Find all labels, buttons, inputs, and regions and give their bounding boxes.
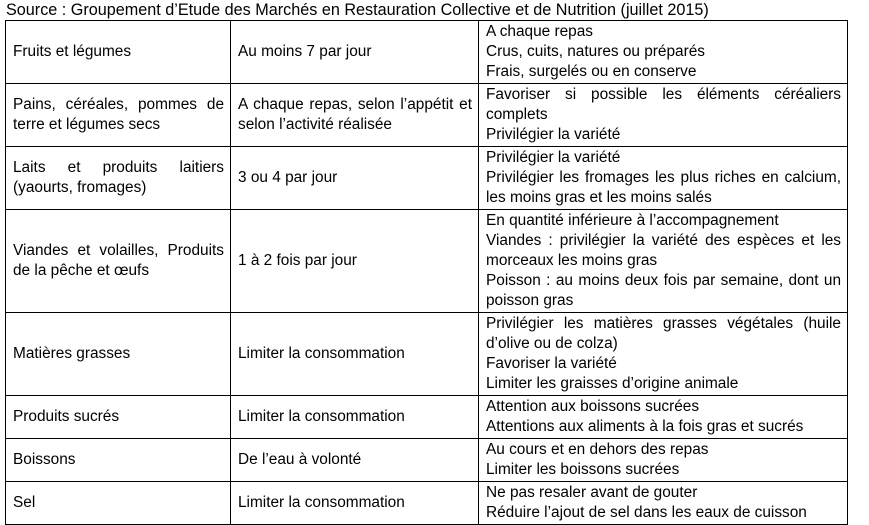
food-category-cell: Produits sucrés bbox=[6, 396, 231, 439]
frequency-cell: Limiter la consommation bbox=[231, 482, 479, 525]
recommendation-line: En quantité inférieure à l’accompagnement bbox=[486, 212, 779, 229]
frequency-cell: A chaque repas, selon l’appétit et selon l’activité réalisée bbox=[231, 84, 479, 147]
food-category-cell: Boissons bbox=[6, 439, 231, 482]
recommendation-line: Privilégier la variété bbox=[486, 126, 621, 143]
recommendation-line: Limiter les boissons sucrées bbox=[486, 461, 680, 478]
food-category-cell: Sel bbox=[6, 482, 231, 525]
recommendation-line: Crus, cuits, natures ou préparés bbox=[486, 43, 705, 60]
recommendation-line: Attention aux boissons sucrées bbox=[486, 398, 700, 415]
recommendation-line: Privilégier les matières grasses végétales (huile d’olive ou de colza) bbox=[486, 315, 841, 352]
recommendation-line: Privilégier les fromages les plus riches en calcium, les moins gras et les moins salés bbox=[486, 169, 841, 206]
table-row bbox=[6, 313, 848, 396]
table-row bbox=[6, 482, 848, 525]
food-category-cell: Matières grasses bbox=[6, 313, 231, 396]
recommendation-line: Privilégier la variété bbox=[486, 149, 621, 166]
recommendation-line: Au cours et en dehors des repas bbox=[486, 441, 709, 458]
recommendations-cell bbox=[479, 439, 848, 482]
recommendations-cell bbox=[479, 313, 848, 396]
nutrition-guidelines-table bbox=[5, 20, 848, 525]
recommendation-line: A chaque repas bbox=[486, 23, 593, 40]
recommendation-line: Favoriser si possible les éléments céréaliers complets bbox=[486, 86, 841, 123]
recommendations-cell bbox=[479, 482, 848, 525]
food-category-cell: Pains, céréales, pommes de terre et légumes secs bbox=[6, 84, 231, 147]
recommendation-line: Réduire l’ajout de sel dans les eaux de cuisson bbox=[486, 504, 807, 521]
table-row bbox=[6, 84, 848, 147]
recommendation-line: Ne pas resaler avant de gouter bbox=[486, 484, 698, 501]
recommendation-line: Viandes : privilégier la variété des espèces et les morceaux les moins gras bbox=[486, 232, 841, 269]
recommendation-line: Poisson : au moins deux fois par semaine, dont un poisson gras bbox=[486, 272, 841, 309]
food-category-cell: Viandes et volailles, Produits de la pêche et œufs bbox=[6, 210, 231, 313]
frequency-cell: 3 ou 4 par jour bbox=[231, 147, 479, 210]
recommendations-cell bbox=[479, 210, 848, 313]
table-row bbox=[6, 396, 848, 439]
food-category-cell: Laits et produits laitiers (yaourts, fromages) bbox=[6, 147, 231, 210]
table-row bbox=[6, 21, 848, 84]
recommendation-line: Limiter les graisses d’origine animale bbox=[486, 375, 739, 392]
frequency-cell: Au moins 7 par jour bbox=[231, 21, 479, 84]
recommendation-line: Attentions aux aliments à la fois gras et sucrés bbox=[486, 418, 804, 435]
table-row bbox=[6, 439, 848, 482]
source-caption: Source : Groupement d’Etude des Marchés en Restauration Collective et de Nutrition (juillet 2015) bbox=[6, 1, 709, 19]
recommendation-line: Frais, surgelés ou en conserve bbox=[486, 63, 697, 80]
recommendations-cell bbox=[479, 21, 848, 84]
frequency-cell: Limiter la consommation bbox=[231, 313, 479, 396]
recommendations-cell bbox=[479, 84, 848, 147]
frequency-cell: 1 à 2 fois par jour bbox=[231, 210, 479, 313]
recommendations-cell bbox=[479, 147, 848, 210]
recommendations-cell bbox=[479, 396, 848, 439]
frequency-cell: De l’eau à volonté bbox=[231, 439, 479, 482]
recommendation-line: Favoriser la variété bbox=[486, 355, 617, 372]
frequency-cell: Limiter la consommation bbox=[231, 396, 479, 439]
food-category-cell: Fruits et légumes bbox=[6, 21, 231, 84]
table-row bbox=[6, 147, 848, 210]
table-row bbox=[6, 210, 848, 313]
